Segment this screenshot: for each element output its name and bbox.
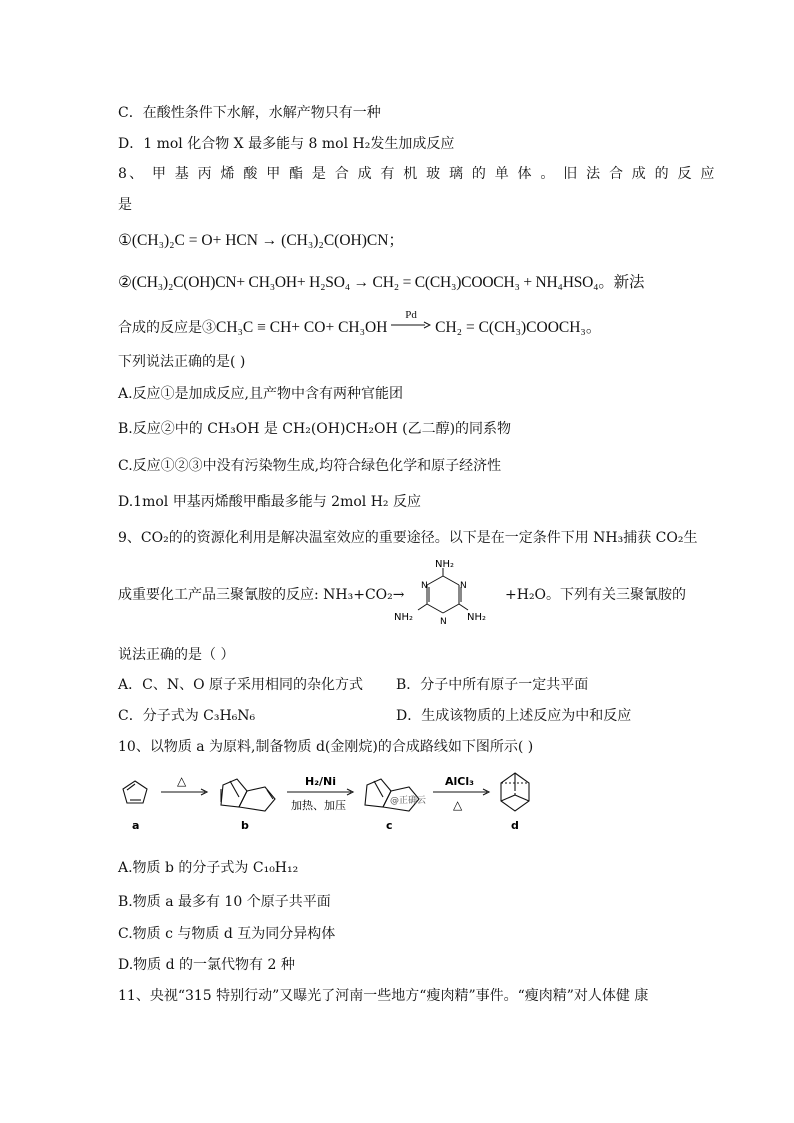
watermark: @正确云 (390, 796, 427, 806)
q7-option-c: C．在酸性条件下水解，水解产物只有一种 (118, 105, 381, 121)
q11-stem: 11、央视“315 特别行动”又曝光了河南一些地方“瘦肉精”事件。“瘦肉精”对人体健 康 (118, 988, 649, 1004)
q10-option-b: B.物质 a 最多有 10 个原子共平面 (118, 894, 331, 910)
nh2-left: NH₂ (394, 612, 414, 623)
melamine-structure (388, 558, 498, 636)
q8-option-b: B.反应②中的 CH₃OH 是 CH₂(OH)CH₂OH (乙二醇)的同系物 (118, 421, 512, 437)
q10-option-c: C.物质 c 与物质 d 互为同分异构体 (118, 926, 336, 942)
q9-stem-line2-prefix: 成重要化工产品三聚氰胺的反应: NH₃+CO₂→ (118, 587, 405, 603)
q8-reaction-3-left: CH₃C ≡ CH+ CO+ CH₃OH (216, 319, 388, 336)
q10-option-a: A.物质 b 的分子式为 C₁₀H₁₂ (118, 860, 299, 876)
step2-condition: 加热、加压 (291, 799, 346, 812)
q9-option-row-1 (118, 675, 589, 695)
q8-reaction-1: ①(CH₃)₂C = O+ HCN → (CH₃)₂C(OH)CN； (118, 232, 404, 249)
q9-option-c: C．分子式为 C₃H₆N₆ (118, 708, 256, 724)
q8-stem-line2: 是 (118, 197, 132, 213)
q8-option-c: C.反应①②③中没有污染物生成,均符合绿色化学和原子经济性 (118, 458, 502, 474)
long-arrow-icon (391, 318, 431, 332)
q7-option-d: D．1 mol 化合物 X 最多能与 8 mol H₂发生加成反应 (118, 136, 455, 152)
ring-n-2: N (460, 581, 467, 591)
step2-reagent: H₂/Ni (305, 775, 337, 788)
q8-stem: 8、 甲 基 丙 烯 酸 甲 酯 是 合 成 有 机 玻 璃 的 单 体 。 旧 法 合 成 的 反 应 (118, 166, 717, 182)
label-b: b (241, 819, 249, 832)
q8-reaction-3-prefix: 合成的反应是③ (118, 320, 216, 336)
q9-option-a: A．C、N、O 原子采用相同的杂化方式 (118, 677, 363, 693)
pd-arrow (391, 309, 431, 335)
q8-option-a: A.反应①是加成反应,且产物中含有两种官能团 (118, 386, 404, 402)
q9-stem-line3: 说法正确的是（ ） (118, 647, 235, 663)
ring-n-1: N (421, 581, 428, 591)
step1-condition: △ (177, 774, 187, 788)
label-d: d (511, 819, 519, 832)
q9-option-row-2 (118, 706, 632, 726)
label-a: a (132, 819, 140, 832)
nh2-top: NH₂ (435, 559, 455, 570)
step3-condition: △ (453, 798, 463, 812)
q9-stem-line2-suffix: +H₂O。下列有关三聚氰胺的 (505, 587, 687, 603)
q8-reaction-3 (118, 309, 602, 338)
q9-stem: 9、CO₂的的资源化利用是解决温室效应的重要途径。以下是在一定条件下用 NH₃捕获 CO₂生 (118, 530, 698, 546)
q9-option-d: D．生成该物质的上述反应为中和反应 (396, 708, 632, 724)
q10-stem: 10、以物质 a 为原料,制备物质 d(金刚烷)的合成路线如下图所示( ) (118, 739, 534, 755)
label-c: c (386, 819, 393, 832)
q8-question: 下列说法正确的是( ) (118, 354, 246, 370)
q8-reaction-2: ②(CH₃)₂C(OH)CN+ CH₃OH+ H₂SO₄ → CH₂ = C(CH₃)COOCH₃ + NH₄HSO₄。新法 (118, 274, 645, 291)
q8-option-d: D.1mol 甲基丙烯酸甲酯最多能与 2mol H₂ 反应 (118, 494, 421, 510)
step3-reagent: AlCl₃ (445, 775, 474, 788)
q9-option-b: B．分子中所有原子一定共平面 (396, 677, 589, 693)
pd-catalyst-label: Pd (405, 309, 417, 322)
q8-reaction-3-right: CH₂ = C(CH₃)COOCH₃。 (435, 319, 602, 336)
q10-synthesis-route (115, 765, 555, 845)
ring-n-3: N (440, 617, 447, 627)
nh2-right: NH₂ (467, 612, 487, 623)
q10-option-d: D.物质 d 的一氯代物有 2 种 (118, 957, 295, 973)
